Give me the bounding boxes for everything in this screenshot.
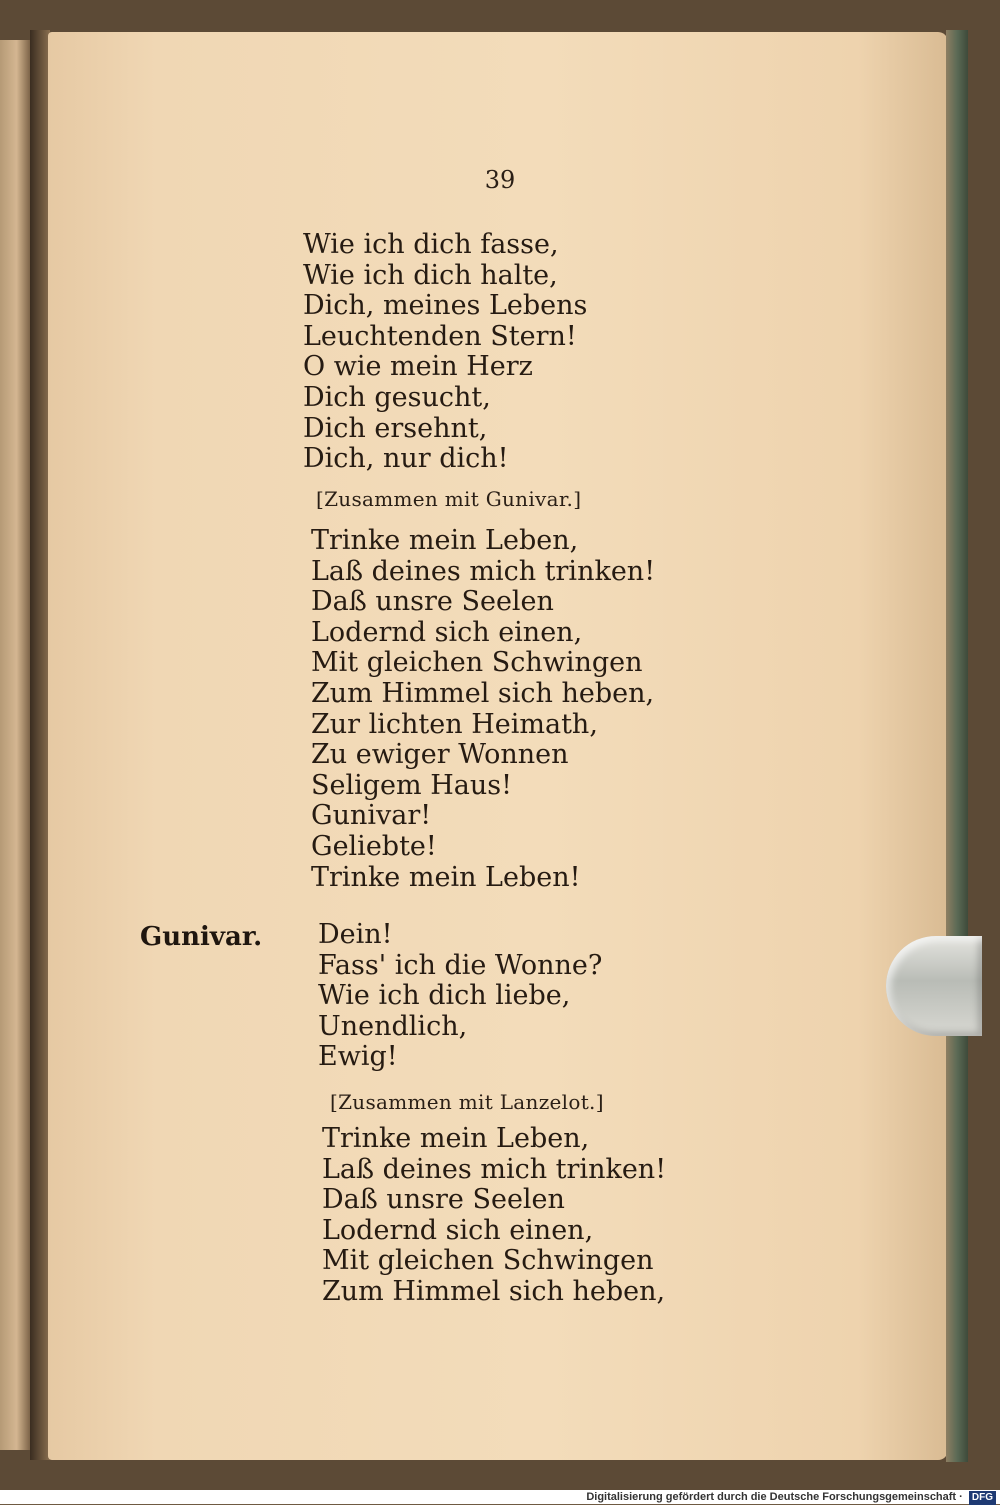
page-number: 39: [484, 166, 516, 194]
verse-line: Wie ich dich fasse,: [303, 229, 559, 260]
verse-line: Daß unsre Seelen: [322, 1184, 565, 1216]
verse-line: Lodernd sich einen,: [322, 1214, 594, 1246]
verse-block-2: [311, 526, 655, 893]
verse-line: Geliebte!: [311, 830, 437, 862]
speaker-name: Gunivar.: [140, 922, 263, 952]
verse-line: Dich ersehnt,: [303, 412, 488, 444]
verse-line: Seligem Haus!: [311, 769, 512, 801]
verse-block-3: [318, 920, 602, 1073]
stage-direction-2: [Zusammen mit Lanzelot.]: [330, 1090, 604, 1114]
verse-line: Gunivar!: [311, 800, 432, 832]
verse-line: Fass' ich die Wonne?: [318, 949, 603, 981]
left-page-edge: [0, 40, 30, 1450]
verse-line: Leuchtenden Stern!: [303, 320, 577, 352]
verse-line: Dein!: [318, 919, 393, 950]
stage-direction-1: [Zusammen mit Gunivar.]: [316, 487, 582, 511]
verse-line: Dich, meines Lebens: [303, 290, 588, 322]
verse-line: Lodernd sich einen,: [311, 616, 583, 648]
verse-line: Zur lichten Heimath,: [311, 708, 598, 740]
verse-line: Dich, nur dich!: [303, 443, 509, 475]
verse-line: Trinke mein Leben,: [311, 525, 579, 556]
verse-block-4: [322, 1124, 666, 1308]
book-cover-edge: [946, 30, 968, 1462]
verse-line: Wie ich dich halte,: [303, 259, 558, 291]
footer-text: Digitalisierung gefördert durch die Deutsche Forschungsgemeinschaft: [586, 1491, 957, 1503]
verse-line: Zum Himmel sich heben,: [311, 677, 655, 709]
verse-line: Daß unsre Seelen: [311, 586, 554, 618]
verse-line: Laß deines mich trinken!: [322, 1153, 667, 1185]
verse-line: Unendlich,: [318, 1010, 468, 1042]
verse-line: Zu ewiger Wonnen: [311, 739, 569, 771]
verse-line: Ewig!: [318, 1041, 398, 1073]
dfg-logo: DFG: [969, 1491, 996, 1505]
verse-line: Wie ich dich liebe,: [318, 980, 571, 1012]
verse-line: Trinke mein Leben!: [311, 861, 581, 893]
verse-block-1: [303, 230, 587, 475]
book-gutter: [30, 30, 50, 1460]
verse-line: Dich gesucht,: [303, 381, 491, 413]
verse-line: Zum Himmel sich heben,: [322, 1275, 666, 1307]
verse-line: Trinke mein Leben,: [322, 1123, 590, 1154]
verse-line: O wie mein Herz: [303, 351, 533, 383]
verse-line: Mit gleichen Schwingen: [322, 1245, 654, 1277]
verse-line: Laß deines mich trinken!: [311, 555, 656, 587]
verse-line: Mit gleichen Schwingen: [311, 647, 643, 679]
page-clip: [886, 936, 982, 1036]
digitization-footer: Digitalisierung gefördert durch die Deutsche Forschungsgemeinschaft · DFG: [0, 1490, 1000, 1504]
